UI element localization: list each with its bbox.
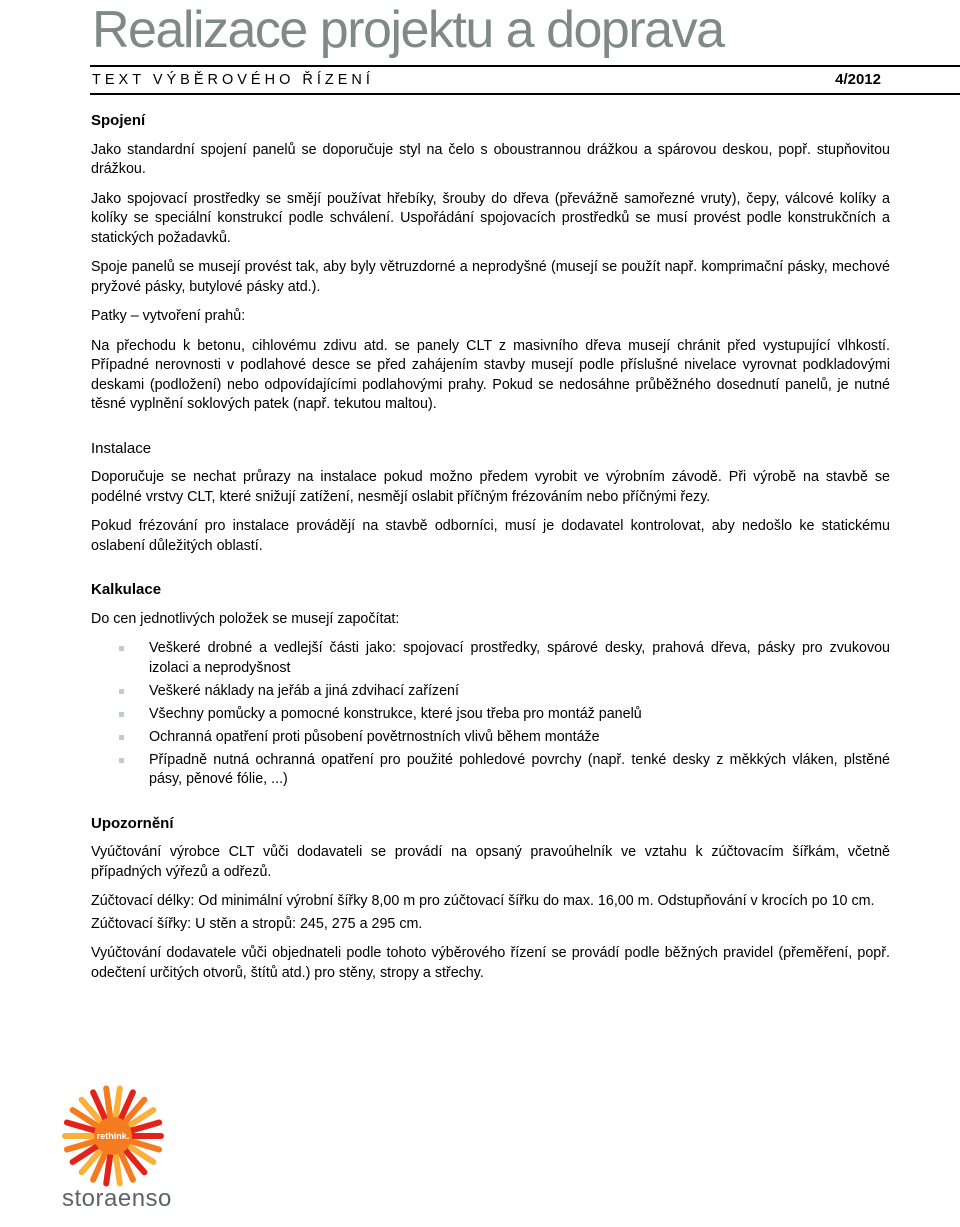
list-item bbox=[91, 682, 890, 702]
logo-wordmark: storaenso bbox=[62, 1185, 172, 1212]
paragraph: Pokud frézování pro instalace provádějí na stavbě odborníci, musí je dodavatel kontrolovat, aby nedošlo ke statickému oslabení důležitých oblastí. bbox=[91, 518, 890, 554]
paragraph: Doporučuje se nechat průrazy na instalace pokud možno předem vyrobit ve výrobním závodě. Při výrobě na stavbě se podélné vrstvy CLT, které snižují zatížení, nesmějí oslabit příčným frézováním nebo příčnými řezy. bbox=[91, 469, 890, 505]
header-rule-top bbox=[90, 65, 960, 67]
issue-number: 4/2012 bbox=[835, 71, 881, 88]
list-item-text: Veškeré náklady na jeřáb a jiná zdvihací zařízení bbox=[149, 682, 459, 699]
logo-ray bbox=[116, 1154, 120, 1184]
paragraph: Vyúčtování výrobce CLT vůči dodavateli se provádí na opsaný pravoúhelník ve vztahu k zúčtovacím šířkám, včetně případných výřezů a odřezů. bbox=[91, 844, 890, 880]
header-rule-bottom bbox=[90, 93, 960, 95]
list-item-text: Všechny pomůcky a pomocné konstrukce, které jsou třeba pro montáž panelů bbox=[149, 705, 642, 722]
paragraph: Na přechodu k betonu, cihlovému zdivu atd. se panely CLT z masivního dřeva musejí chránit před vystupující vlhkostí. Případné nerovnosti v podlahové desce se před zahájením stavby musejí podle příslušné nivelace vyrovnat podkladovými deskami (podložení) nebo odpovídajícími podlahovými prahy. Pokud se nedosáhne průběžného dosednutí panelů, je nutné těsné vyplnění soklových patek (např. tekutou maltou). bbox=[91, 337, 890, 412]
document-subtitle: TEXT VÝBĚROVÉHO ŘÍZENÍ bbox=[92, 72, 374, 88]
list-item-text: Veškeré drobné a vedlejší části jako: spojovací prostředky, spárové desky, prahová dřeva, pásky pro zvukovou izolaci a neprodyšnost bbox=[149, 640, 890, 676]
list-item bbox=[91, 751, 890, 790]
paragraph: Spoje panelů se musejí provést tak, aby byly větruzdorné a neprodyšné (musejí se použít např. komprimační pásky, mechové pryžové pásky, butylové pásky atd.). bbox=[91, 259, 890, 295]
logo-ray bbox=[106, 1154, 110, 1184]
paragraph: Zúčtovací délky: Od minimální výrobní šířky 8,00 m pro zúčtovací šířku do max. 16,00 m. Odstupňování v krocích po 10 cm. bbox=[91, 893, 875, 909]
list-item-text: Ochranná opatření proti působení povětrnostních vlivů během montáže bbox=[149, 728, 600, 745]
paragraph: Jako standardní spojení panelů se doporučuje styl na čelo s oboustrannou drážkou a spárovou deskou, popř. stupňovitou drážkou. bbox=[91, 141, 890, 177]
document-body bbox=[91, 111, 890, 993]
bullet-square-icon bbox=[119, 689, 124, 694]
cost-items-list bbox=[91, 639, 890, 790]
paragraph: Jako spojovací prostředky se smějí používat hřebíky, šrouby do dřeva (převážně samořezné vruty), čepy, válcové kolíky a kolíky se speciální konstrukcí podle schválení. Uspořádání spojovacích prostředků se musí provést podle konstrukčních a statických požadavků. bbox=[91, 190, 890, 246]
document-title: Realizace projektu a doprava bbox=[92, 1, 724, 59]
bullet-square-icon bbox=[119, 758, 124, 763]
section-heading-spojeni: Spojení bbox=[91, 112, 146, 129]
subheading-patky: Patky – vytvoření prahů: bbox=[91, 308, 246, 324]
section-heading-upozorneni: Upozornění bbox=[91, 814, 174, 832]
bullet-square-icon bbox=[119, 712, 124, 717]
logo-ray bbox=[116, 1089, 120, 1119]
section-heading-kalkulace: Kalkulace bbox=[91, 581, 162, 598]
list-item bbox=[91, 705, 890, 725]
list-item bbox=[91, 728, 890, 748]
paragraph: Vyúčtování dodavatele vůči objednateli podle tohoto výběrového řízení se provádí podle běžných pravidel (přeměření, popř. odečtení určitých otvorů, štítů atd.) pro stěny, stropy a střechy. bbox=[91, 945, 890, 981]
list-item-text: Případně nutná ochranná opatření pro použité pohledové povrchy (např. tenké desky z měkkých vláken, plstěné pásy, pěnové fólie, ...) bbox=[149, 751, 890, 787]
list-item bbox=[91, 639, 890, 678]
logo-tagline: rethink. bbox=[96, 1131, 130, 1141]
bullet-square-icon bbox=[119, 646, 124, 651]
logo-ray bbox=[106, 1089, 110, 1119]
paragraph: Zúčtovací šířky: U stěn a stropů: 245, 275 a 295 cm. bbox=[91, 915, 423, 932]
paragraph: Do cen jednotlivých položek se musejí započítat: bbox=[91, 610, 400, 627]
bullet-square-icon bbox=[119, 735, 124, 740]
section-heading-instalace: Instalace bbox=[91, 439, 152, 457]
